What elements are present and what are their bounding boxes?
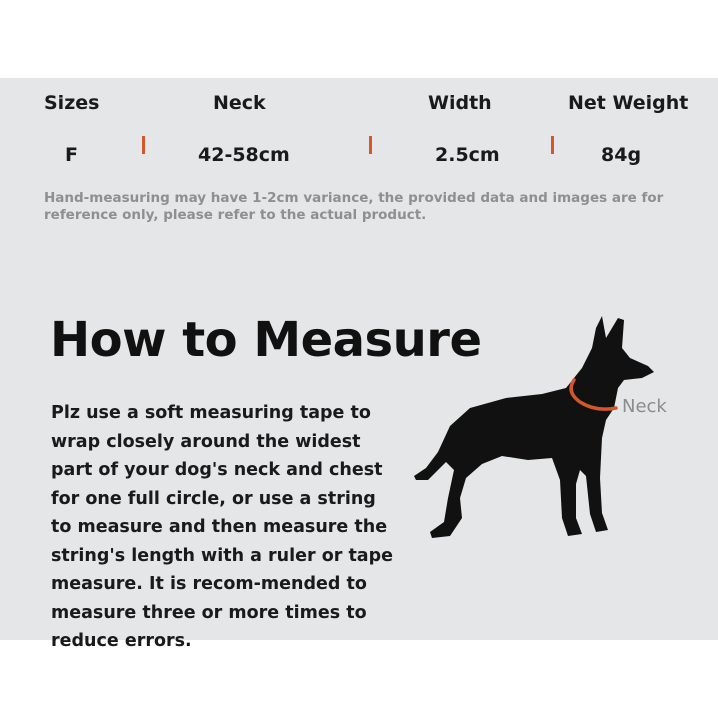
header-width: Width: [428, 92, 492, 114]
section-title: How to Measure: [50, 312, 482, 368]
separator-bar: [142, 136, 145, 154]
value-net-weight: 84g: [601, 144, 642, 166]
value-size: F: [65, 144, 78, 166]
neck-label: Neck: [622, 396, 667, 417]
header-sizes: Sizes: [44, 92, 100, 114]
measure-instructions: Plz use a soft measuring tape to wrap closely around the widest part of your dog's neck and chest for one full circle, or use a string to measure and then measure the string's length with a ruler or tape measure. It is recom-mended to measure three or more times to reduce errors.: [51, 403, 394, 651]
header-neck: Neck: [213, 92, 266, 114]
separator-bar: [369, 136, 372, 154]
value-width: 2.5cm: [435, 144, 500, 166]
dog-silhouette-icon: [410, 308, 660, 548]
header-net-weight: Net Weight: [568, 92, 689, 114]
value-neck: 42-58cm: [198, 144, 290, 166]
measurement-note: Hand-measuring may have 1-2cm variance, the provided data and images are for reference only, please refer to the actual product.: [44, 190, 664, 223]
separator-bar: [551, 136, 554, 154]
